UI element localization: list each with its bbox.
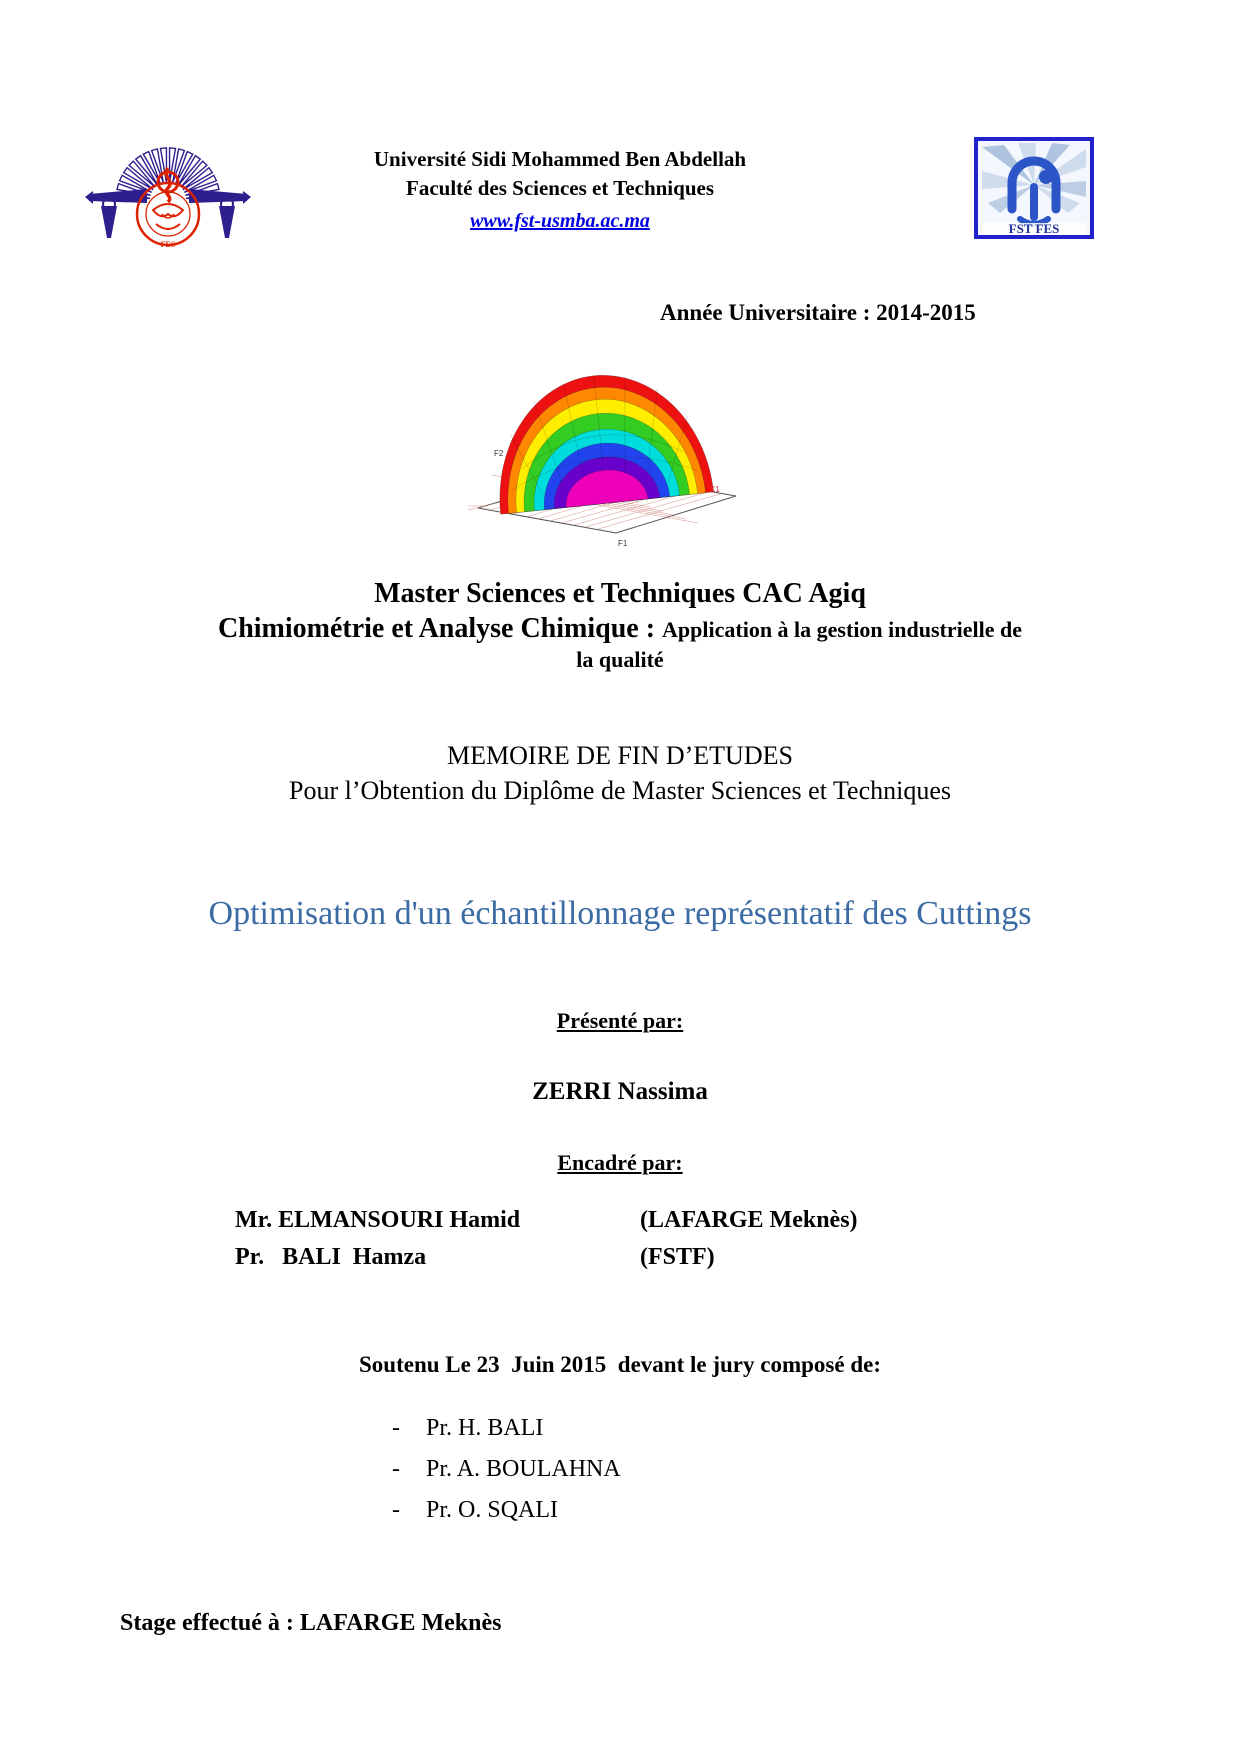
jury-member-name: Pr. H. BALI [426,1415,544,1441]
axis-label-x1: X1 [710,485,720,494]
axis-label-f2: F2 [494,449,504,458]
supervisor-affiliation: (FSTF) [640,1244,715,1271]
presented-by-label [0,1008,1240,1034]
torch-right-icon [219,198,235,238]
specialty-line [0,611,1240,646]
presented-by-label-text: Présenté par: [556,1008,684,1033]
website-link[interactable]: www.fst-usmba.ac.ma [470,209,650,232]
supervisor-name: Mr. ELMANSOURI Hamid [235,1207,521,1233]
fst-fes-caption: FST FES [1008,221,1060,236]
jury-member [392,1490,621,1531]
internship-location: Stage effectué à : LAFARGE Meknès [120,1610,502,1636]
specialty-line-cont: la qualité [576,647,664,672]
usmba-logo-graphic [83,138,253,253]
surface-plot-graphic [468,350,748,555]
academic-year: Année Universitaire : 2014-2015 [660,300,976,325]
defense-intro: Soutenu Le 23 Juin 2015 devant le jury composé de: [359,1352,881,1377]
jury-member-name: Pr. O. SQALI [426,1496,559,1523]
jury-list [392,1408,621,1530]
specialty-sub: Application à la gestion industrielle de [662,617,1023,642]
supervisor-row [235,1239,858,1276]
memoire-line2: Pour l’Obtention du Diplôme de Master Sciences et Techniques [289,776,951,806]
torch-left-icon [101,198,117,238]
supervisor-affiliation: (LAFARGE Meknès) [640,1207,858,1233]
usmba-logo [83,138,253,253]
specialty-main: Chimiométrie et Analyse Chimique : [217,613,663,644]
candidate-name: ZERRI Nassima [532,1078,708,1105]
university-name: Université Sidi Mohammed Ben Abdellah [373,147,747,171]
supervised-by-label [0,1150,1240,1176]
jury-dash: - [392,1496,400,1523]
jury-member-name: Pr. A. BOULAHNA [426,1455,621,1482]
fst-fes-logo-graphic [974,137,1094,239]
memoire-line1: MEMOIRE DE FIN D’ETUDES [447,741,793,770]
program-title-block [0,576,1240,674]
jury-dash: - [392,1415,400,1441]
jury-member [392,1449,621,1490]
fst-fes-logo [974,137,1094,239]
jury-dash: - [392,1455,400,1482]
master-program-line: Master Sciences et Techniques CAC Agiq [374,578,866,609]
axis-label-f1: F1 [618,539,628,548]
jury-member [392,1408,621,1449]
faculty-name: Faculté des Sciences et Techniques [406,176,714,201]
response-surface-figure [468,350,748,555]
supervisor-name: Pr. BALI Hamza [235,1244,427,1271]
thesis-title: Optimisation d'un échantillonnage représentatif des Cuttings [208,895,1032,932]
rainbow-dome-surface [487,365,713,515]
supervised-by-label-text: Encadré par: [557,1150,683,1175]
supervisors-list [235,1202,858,1276]
memoire-block [0,738,1240,808]
logo-fes-caption: FES [160,240,176,249]
header-text-block [280,145,840,235]
supervisor-row [235,1202,858,1239]
